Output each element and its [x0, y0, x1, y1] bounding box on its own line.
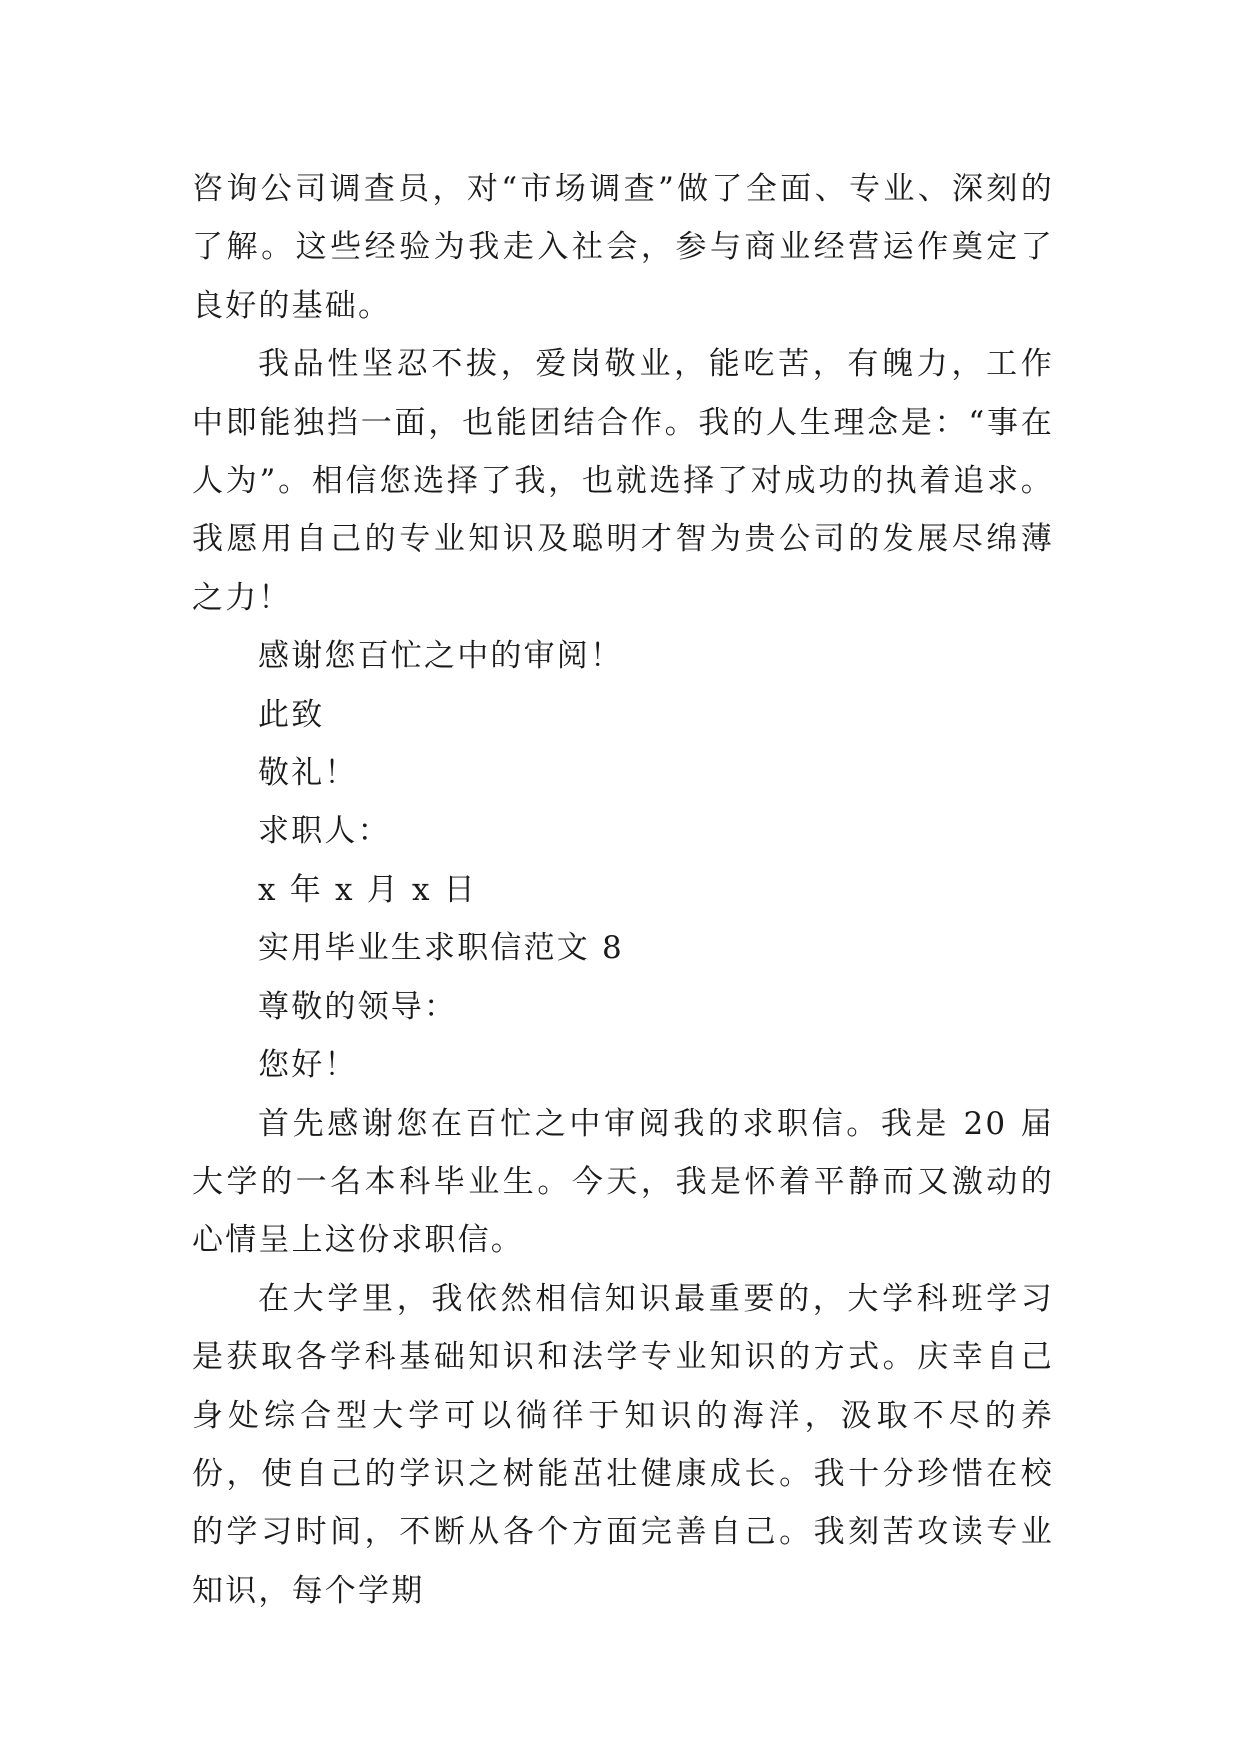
letter-greeting: 尊敬的领导： [258, 988, 458, 1025]
letter-hello: 您好！ [258, 1047, 358, 1084]
applicant-signature: 求职人： [258, 813, 391, 850]
closing-salutation: 此致 [258, 696, 325, 733]
paragraph-university-study: 在大学里，我依然相信知识最重要的，大学科班学习是获取各学科基础知识和法学专业知识的方式。庆幸自己身处综合型大学可以徜徉于知识的海洋，汲取不尽的养份，使自己的学识之树能茁壮健康成长。我十分珍惜在校的学习时间，不断从各个方面完善自己。我刻苦攻读专业知识，每个学期 [192, 1280, 1054, 1609]
section-heading: 实用毕业生求职信范文 8 [258, 930, 624, 967]
letter-date: x 年 x 月 x 日 [258, 871, 477, 908]
closing-regards: 敬礼！ [258, 755, 358, 792]
closing-thanks: 感谢您百忙之中的审阅！ [258, 638, 624, 675]
paragraph-personal-qualities: 我品性坚忍不拔，爱岗敬业，能吃苦，有魄力，工作中即能独挡一面，也能团结合作。我的人生理念是：“事在人为”。相信您选择了我，也就选择了对成功的执着追求。我愿用自己的专业知识及聪明才智为贵公司的发展尽绵薄之力！ [192, 346, 1054, 616]
paragraph-experience-summary: 咨询公司调查员，对“市场调查”做了全面、专业、深刻的了解。这些经验为我走入社会，参与商业经营运作奠定了良好的基础。 [192, 171, 1054, 324]
paragraph-introduction: 首先感谢您在百忙之中审阅我的求职信。我是 20 届大学的一名本科毕业生。今天，我是怀着平静而又激动的心情呈上这份求职信。 [192, 1105, 1054, 1259]
document-body [192, 160, 1054, 1620]
